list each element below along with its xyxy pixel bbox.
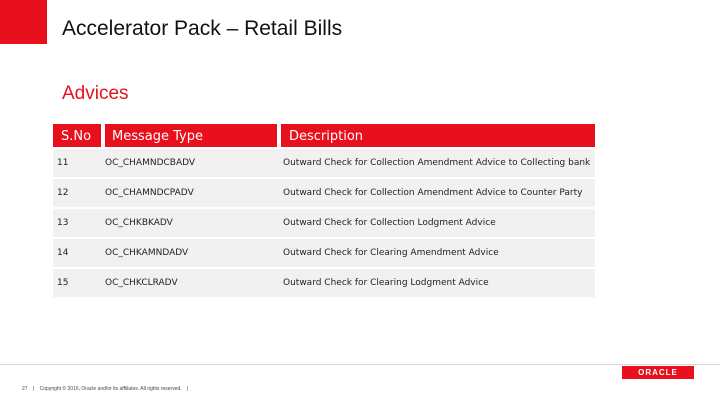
cell-message-type: OC_CHKBKADV <box>105 218 173 228</box>
header-column-separator <box>101 124 105 147</box>
cell-description: Outward Check for Clearing Amendment Advice <box>283 248 499 258</box>
cell-message-type: OC_CHKCLRADV <box>105 278 178 288</box>
cell-message-type: OC_CHKAMNDADV <box>105 248 189 258</box>
header-description: Description <box>289 128 364 144</box>
table-row <box>53 239 595 267</box>
cell-sno: 15 <box>57 278 69 288</box>
section-heading: Advices <box>62 83 129 104</box>
copyright-text: Copyright © 2016, Oracle and/or its affiliates. All rights reserved. <box>39 386 182 392</box>
header-sno: S.No <box>61 128 92 144</box>
table-row <box>53 269 595 297</box>
header-message-type: Message Type <box>112 128 203 144</box>
cell-message-type: OC_CHAMNDCBADV <box>105 158 196 168</box>
cell-sno: 14 <box>57 248 69 258</box>
cell-description: Outward Check for Collection Amendment Advice to Counter Party <box>283 188 583 198</box>
footer-separator: | <box>32 386 35 392</box>
page-number: 27 <box>22 386 28 392</box>
table-row <box>53 179 595 207</box>
table-row <box>53 149 595 177</box>
footer-divider <box>0 364 720 365</box>
cell-description: Outward Check for Collection Lodgment Advice <box>283 218 496 228</box>
slide-title: Accelerator Pack – Retail Bills <box>62 17 343 40</box>
table-row <box>53 209 595 237</box>
cell-sno: 12 <box>57 188 69 198</box>
table-header-row <box>53 124 595 147</box>
cell-message-type: OC_CHAMNDCPADV <box>105 188 194 198</box>
footer <box>22 386 192 392</box>
title-accent-bar <box>0 0 47 44</box>
cell-sno: 11 <box>57 158 69 168</box>
cell-description: Outward Check for Clearing Lodgment Advice <box>283 278 489 288</box>
advices-table <box>53 124 595 297</box>
header-column-separator <box>277 124 281 147</box>
footer-separator: | <box>187 386 189 392</box>
cell-description: Outward Check for Collection Amendment Advice to Collecting bank <box>283 158 591 168</box>
cell-sno: 13 <box>57 218 69 228</box>
oracle-logo: ORACLE <box>622 366 694 379</box>
